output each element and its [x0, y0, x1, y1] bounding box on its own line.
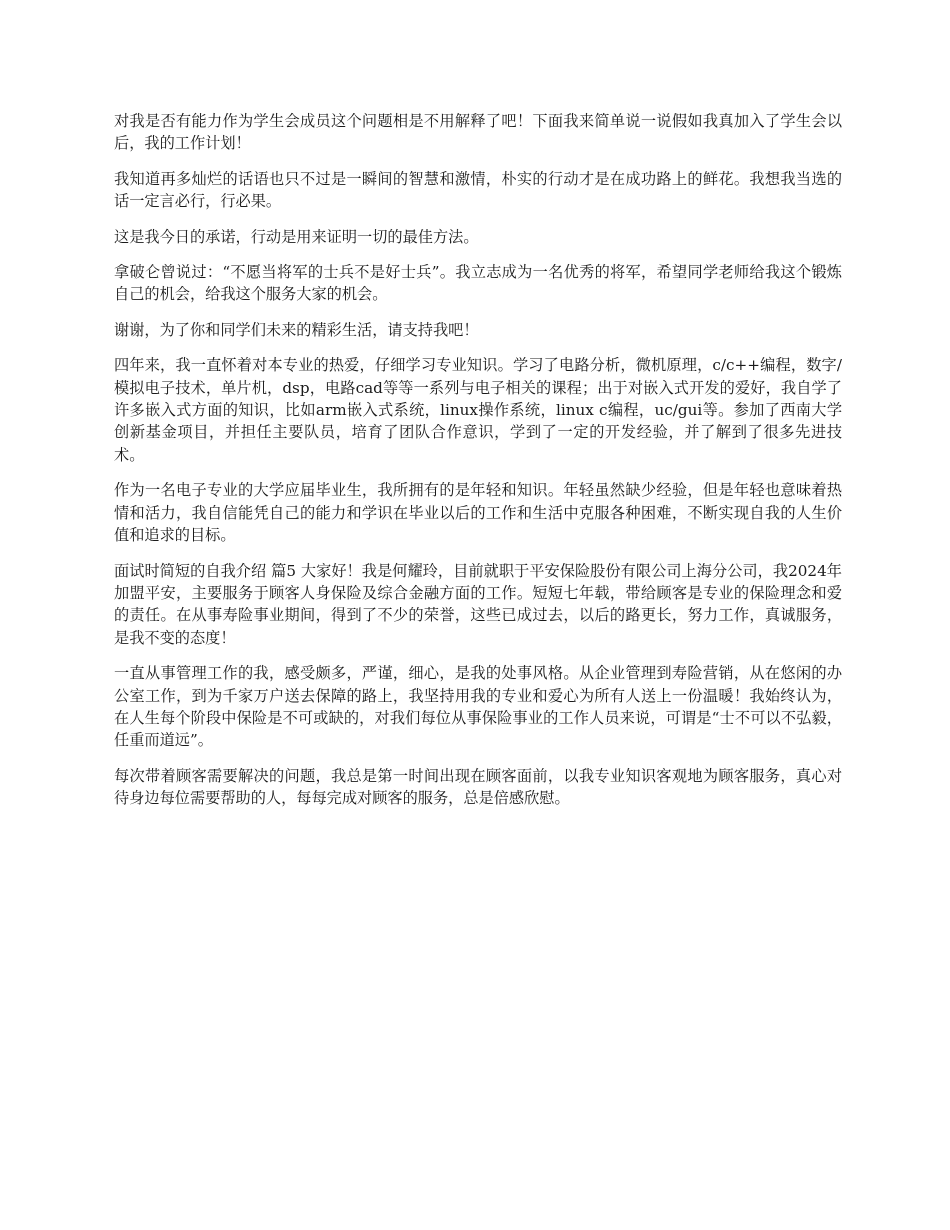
paragraph: 对我是否有能力作为学生会成员这个问题相是不用解释了吧！下面我来简单说一说假如我真加入了学生会以后，我的工作计划！	[114, 112, 842, 153]
paragraph: 拿破仑曾说过：“不愿当将军的士兵不是好士兵”。我立志成为一名优秀的将军，希望同学老师给我这个锻炼自己的机会，给我这个服务大家的机会。	[114, 263, 842, 304]
paragraph: 谢谢，为了你和同学们未来的精彩生活，请支持我吧！	[114, 320, 479, 339]
paragraph: 我知道再多灿烂的话语也只不过是一瞬间的智慧和激情，朴实的行动才是在成功路上的鲜花。我想我当选的话一定言必行，行必果。	[114, 169, 842, 211]
paragraph: 一直从事管理工作的我，感受颇多，严谨，细心，是我的处事风格。从企业管理到寿险营销，从在悠闲的办公室工作，到为千家万户送去保障的路上，我坚持用我的专业和爱心为所有人送上一份温暖！我始终认为，在人生每个阶段中保险是不可或缺的，对我们每位从事保险事业的工作人员来说，可谓是“士不可以不弘毅，任重而道远”。	[114, 664, 842, 750]
paragraph: 这是我今日的承诺，行动是用来证明一切的最佳方法。	[114, 227, 479, 246]
document-body	[114, 110, 842, 823]
paragraph: 每次带着顾客需要解决的问题，我总是第一时间出现在顾客面前，以我专业知识客观地为顾客服务，真心对待身边每位需要帮助的人，每每完成对顾客的服务，总是倍感欣慰。	[114, 766, 842, 808]
paragraph: 作为一名电子专业的大学应届毕业生，我所拥有的是年轻和知识。年轻虽然缺少经验，但是年轻也意味着热情和活力，我自信能凭自己的能力和学识在毕业以后的工作和生活中克服各种困难，不断实现自我的人生价值和追求的目标。	[114, 481, 842, 545]
paragraph: 面试时简短的自我介绍 篇5 大家好！我是何耀玲，目前就职于平安保险股份有限公司上海分公司，我2024年加盟平安，主要服务于顾客人身保险及综合金融方面的工作。短短七年载，带给顾客是专业的保险理念和爱的责任。在从事寿险事业期间，得到了不少的荣誉，这些已成过去，以后的路更长，努力工作，真诚服务，是我不变的态度！	[114, 561, 842, 647]
paragraph: 四年来，我一直怀着对本专业的热爱，仔细学习专业知识。学习了电路分析，微机原理，c/c++编程，数字/模拟电子技术，单片机，dsp，电路cad等等一系列与电子相关的课程；出于对嵌入式开发的爱好，我自学了许多嵌入式方面的知识，比如arm嵌入式系统，linux操作系统，linux c编程，uc/gui等。参加了西南大学创新基金项目，并担任主要队员，培育了团队合作意识，学到了一定的开发经验，并了解到了很多先进技术。	[114, 356, 842, 464]
